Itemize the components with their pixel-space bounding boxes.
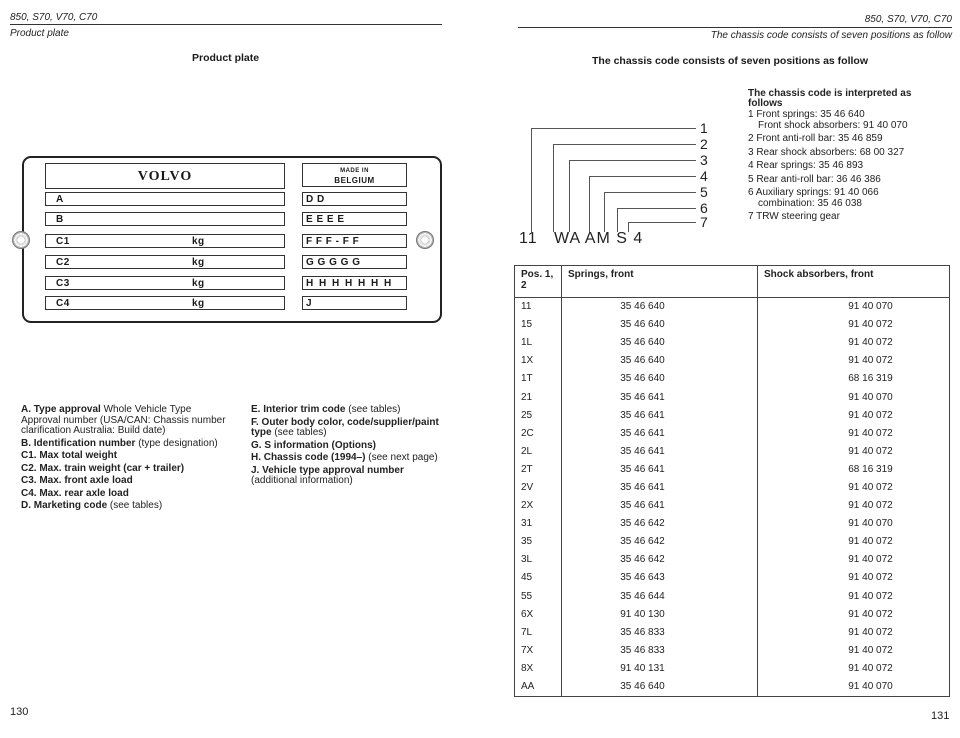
diagram-chassis-code: 11 WA AM S 4 <box>519 230 644 247</box>
legend-c4: C4. Max. rear axle load <box>21 487 129 499</box>
table-row <box>515 334 950 352</box>
interp-item-2: 2 Front anti-roll bar: 35 46 859 <box>748 133 883 144</box>
cell-pos: 2X <box>515 497 562 515</box>
table-body <box>515 298 950 697</box>
table-row <box>515 642 950 660</box>
diagram-leg-5 <box>604 192 605 232</box>
plate-brand: VOLVO <box>45 163 285 189</box>
cell-shock: 91 40 070 <box>758 515 950 533</box>
diagram-leader-7 <box>628 222 696 223</box>
diagram-pos-7: 7 <box>700 214 708 230</box>
col-header-springs: Springs, front <box>562 266 758 298</box>
plate-field-j: J <box>302 296 407 310</box>
diagram-leader-6 <box>617 208 696 209</box>
diagram-leg-3 <box>569 160 570 232</box>
right-bolt-icon <box>416 231 434 249</box>
cell-springs: 35 46 640 <box>562 370 758 388</box>
left-header-section: Product plate <box>10 28 69 39</box>
cell-springs: 35 46 641 <box>562 443 758 461</box>
table-row <box>515 497 950 515</box>
diagram-leader-5 <box>604 192 696 193</box>
diagram-leg-4 <box>589 176 590 232</box>
plate-unit-c1: kg <box>192 236 205 247</box>
diagram-pos-1: 1 <box>700 120 708 136</box>
cell-pos: 11 <box>515 298 562 317</box>
plate-country: BELGIUM <box>334 176 375 185</box>
legend-f: F. Outer body color, code/supplier/paint type (see tables) <box>251 416 439 438</box>
left-header-models: 850, S70, V70, C70 <box>10 12 98 23</box>
table-row <box>515 425 950 443</box>
cell-pos: 2C <box>515 425 562 443</box>
plate-field-c2 <box>45 255 285 269</box>
diagram-leg-2 <box>553 144 554 232</box>
left-header-rule <box>10 24 442 25</box>
plate-unit-c4: kg <box>192 298 205 309</box>
legend-c3: C3. Max. front axle load <box>21 475 133 486</box>
interp-item-1a: 1 Front springs: 35 46 640 <box>748 109 865 120</box>
cell-springs: 35 46 643 <box>562 569 758 587</box>
table-row <box>515 370 950 388</box>
table-row <box>515 461 950 479</box>
cell-springs: 35 46 833 <box>562 642 758 660</box>
interp-item-4: 4 Rear springs: 35 46 893 <box>748 160 864 171</box>
legend-h: H. Chassis code (1994–) (see next page) <box>251 452 438 463</box>
product-plate-diagram <box>22 156 442 323</box>
interp-item-5: 5 Rear anti-roll bar: 36 46 386 <box>748 173 881 185</box>
cell-pos: 7L <box>515 624 562 642</box>
diagram-leader-3 <box>569 160 696 161</box>
table-row <box>515 551 950 569</box>
cell-springs: 35 46 833 <box>562 624 758 642</box>
right-header-models: 850, S70, V70, C70 <box>864 14 952 25</box>
cell-springs: 35 46 641 <box>562 407 758 425</box>
cell-shock: 91 40 072 <box>758 443 950 461</box>
right-header-rule <box>518 27 952 28</box>
table-row <box>515 678 950 697</box>
diagram-pos-2: 2 <box>700 136 708 152</box>
plate-field-c3 <box>45 276 285 290</box>
legend-c2: C2. Max. train weight (car + trailer) <box>21 462 185 474</box>
cell-shock: 91 40 072 <box>758 606 950 624</box>
cell-springs: 35 46 640 <box>562 352 758 370</box>
table-row <box>515 588 950 606</box>
cell-springs: 35 46 641 <box>562 425 758 443</box>
col-header-pos: Pos. 1, 2 <box>515 266 562 298</box>
legend-g: G. S information (Options) <box>251 439 376 451</box>
cell-springs: 35 46 641 <box>562 388 758 406</box>
right-header-section: The chassis code consists of seven positions as follow <box>710 30 952 41</box>
interp-item-6a: 6 Auxiliary springs: 91 40 066 <box>748 187 879 198</box>
diagram-pos-5: 5 <box>700 184 708 200</box>
cell-pos: 1X <box>515 352 562 370</box>
table-row <box>515 606 950 624</box>
cell-pos: 1T <box>515 370 562 388</box>
legend-d: D. Marketing code (see tables) <box>21 500 163 511</box>
cell-pos: 2T <box>515 461 562 479</box>
col-header-shock: Shock absorbers, front <box>758 266 950 298</box>
table-row <box>515 533 950 551</box>
table-row <box>515 388 950 406</box>
cell-pos: 2V <box>515 479 562 497</box>
plate-unit-c3: kg <box>192 278 205 289</box>
cell-springs: 35 46 642 <box>562 533 758 551</box>
chassis-code-table <box>514 265 950 697</box>
cell-springs: 35 46 641 <box>562 461 758 479</box>
cell-pos: 6X <box>515 606 562 624</box>
table-row <box>515 316 950 334</box>
cell-springs: 35 46 642 <box>562 515 758 533</box>
left-page-title: Product plate <box>192 52 260 64</box>
legend-e: E. Interior trim code (see tables) <box>251 404 401 415</box>
diagram-pos-6: 6 <box>700 200 708 216</box>
plate-field-g: G G G G G <box>302 255 407 269</box>
cell-shock: 91 40 070 <box>758 388 950 406</box>
diagram-pos-4: 4 <box>700 168 708 184</box>
cell-pos: 25 <box>515 407 562 425</box>
plate-field-e: E E E E <box>302 212 407 226</box>
interp-item-1b: Front shock absorbers: 91 40 070 <box>758 119 908 131</box>
cell-shock: 91 40 072 <box>758 407 950 425</box>
cell-shock: 91 40 072 <box>758 533 950 551</box>
table-row <box>515 515 950 533</box>
legend-a: A. Type approval Whole Vehicle Type Approval number (USA/CAN: Chassis number clarification Australia: Build date) <box>21 404 226 436</box>
cell-shock: 68 16 319 <box>758 370 950 388</box>
legend-right-column <box>251 405 441 489</box>
cell-springs: 35 46 640 <box>562 334 758 352</box>
legend-b: B. Identification number (type designation) <box>21 437 218 449</box>
cell-shock: 91 40 072 <box>758 316 950 334</box>
cell-shock: 91 40 070 <box>758 678 950 697</box>
diagram-leg-1 <box>531 128 532 232</box>
cell-springs: 35 46 644 <box>562 588 758 606</box>
cell-springs: 91 40 130 <box>562 606 758 624</box>
cell-pos: AA <box>515 678 562 697</box>
cell-shock: 91 40 072 <box>758 497 950 515</box>
cell-shock: 91 40 072 <box>758 352 950 370</box>
cell-shock: 91 40 072 <box>758 569 950 587</box>
plate-field-c1 <box>45 234 285 248</box>
cell-pos: 3L <box>515 551 562 569</box>
table-row <box>515 660 950 678</box>
diagram-leg-6 <box>617 208 618 232</box>
cell-pos: 55 <box>515 588 562 606</box>
cell-shock: 91 40 072 <box>758 334 950 352</box>
cell-springs: 35 46 641 <box>562 497 758 515</box>
plate-field-b: B <box>45 212 285 226</box>
cell-shock: 91 40 072 <box>758 588 950 606</box>
plate-unit-c2: kg <box>192 257 205 268</box>
cell-shock: 91 40 072 <box>758 479 950 497</box>
interp-item-3: 3 Rear shock absorbers: 68 00 327 <box>748 146 905 158</box>
plate-field-c4 <box>45 296 285 310</box>
table-row <box>515 624 950 642</box>
plate-field-h: H H H H H H H <box>302 276 407 290</box>
right-page-number: 131 <box>931 710 950 722</box>
interp-item-7: 7 TRW steering gear <box>748 211 840 222</box>
table-row <box>515 298 950 317</box>
cell-shock: 91 40 072 <box>758 642 950 660</box>
plate-label-c1: C1 <box>56 236 70 247</box>
diagram-leader-4 <box>589 176 696 177</box>
legend-left-column <box>21 405 226 514</box>
cell-pos: 8X <box>515 660 562 678</box>
interp-item-6b: combination: 35 46 038 <box>758 197 862 209</box>
table-row <box>515 352 950 370</box>
plate-label-c3: C3 <box>56 278 70 289</box>
diagram-pos-3: 3 <box>700 152 708 168</box>
legend-j: J. Vehicle type approval number (additional information) <box>251 464 404 486</box>
left-bolt-icon <box>12 231 30 249</box>
cell-shock: 91 40 072 <box>758 660 950 678</box>
interpretation-block <box>748 89 948 223</box>
table-header-row <box>515 266 950 298</box>
cell-springs: 35 46 641 <box>562 479 758 497</box>
cell-springs: 91 40 131 <box>562 660 758 678</box>
interpretation-heading: The chassis code is interpreted as follows <box>748 88 912 109</box>
right-page-title: The chassis code consists of seven positions as follow <box>592 55 868 67</box>
cell-springs: 35 46 642 <box>562 551 758 569</box>
table-row <box>515 407 950 425</box>
diagram-leader-1 <box>531 128 696 129</box>
plate-field-f: F F F - F F <box>302 234 407 248</box>
cell-pos: 35 <box>515 533 562 551</box>
cell-shock: 91 40 072 <box>758 551 950 569</box>
cell-springs: 35 46 640 <box>562 316 758 334</box>
plate-made-in-label: MADE IN <box>340 168 369 174</box>
table-row <box>515 479 950 497</box>
plate-field-d: D D <box>302 192 407 206</box>
cell-shock: 91 40 070 <box>758 298 950 317</box>
cell-shock: 91 40 072 <box>758 624 950 642</box>
cell-pos: 21 <box>515 388 562 406</box>
cell-pos: 2L <box>515 443 562 461</box>
cell-pos: 7X <box>515 642 562 660</box>
plate-made-in <box>302 163 407 187</box>
cell-springs: 35 46 640 <box>562 298 758 317</box>
plate-label-c4: C4 <box>56 298 70 309</box>
cell-shock: 91 40 072 <box>758 425 950 443</box>
cell-springs: 35 46 640 <box>562 678 758 697</box>
cell-pos: 1L <box>515 334 562 352</box>
plate-label-c2: C2 <box>56 257 70 268</box>
table-row <box>515 443 950 461</box>
cell-pos: 15 <box>515 316 562 334</box>
diagram-leader-2 <box>553 144 696 145</box>
cell-shock: 68 16 319 <box>758 461 950 479</box>
table-row <box>515 569 950 587</box>
plate-field-a: A <box>45 192 285 206</box>
cell-pos: 31 <box>515 515 562 533</box>
left-page-number: 130 <box>10 706 29 718</box>
cell-pos: 45 <box>515 569 562 587</box>
legend-c1: C1. Max total weight <box>21 450 118 461</box>
